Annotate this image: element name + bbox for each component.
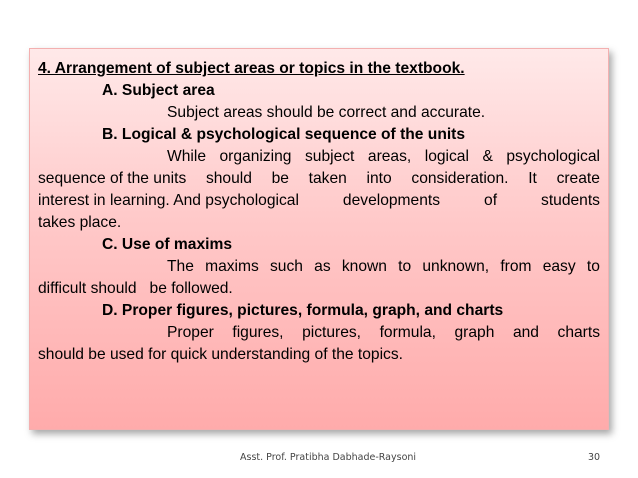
subheading-d: D. Proper figures, pictures, formula, graph, and charts	[102, 302, 504, 319]
word: taken	[308, 170, 347, 187]
paragraph-a: Subject areas should be correct and accurate.	[167, 104, 486, 121]
word: developments	[342, 192, 441, 209]
footer-author: Asst. Prof. Pratibha Dabhade-Raysoni	[240, 452, 417, 463]
word: of	[484, 192, 498, 209]
word: charts	[557, 324, 600, 341]
paragraph-c-line-2: difficult should be followed.	[38, 280, 233, 297]
word: consideration.	[411, 170, 509, 187]
subheading-a: A. Subject area	[102, 82, 215, 99]
subheading-b: B. Logical & psychological sequence of the units	[102, 126, 466, 143]
word: sequence of the units	[38, 170, 187, 187]
word: areas,	[367, 148, 412, 165]
word: formula,	[379, 324, 436, 341]
word: as	[314, 258, 331, 275]
word: It	[528, 170, 537, 187]
slide-content	[38, 58, 600, 366]
word: into	[366, 170, 392, 187]
word: and	[512, 324, 539, 341]
word: While	[167, 148, 206, 165]
word: graph	[454, 324, 495, 341]
word: &	[482, 148, 493, 165]
word: subject	[304, 148, 355, 165]
word: easy	[542, 258, 576, 275]
paragraph-d-line-1	[38, 322, 600, 344]
word: should	[205, 170, 252, 187]
word: psychological	[506, 148, 600, 165]
subheading-c: C. Use of maxims	[102, 236, 232, 253]
paragraph-d-line-2: should be used for quick understanding of the topics.	[38, 346, 403, 363]
word: such	[270, 258, 303, 275]
word: known	[341, 258, 387, 275]
word: pictures,	[302, 324, 362, 341]
section-heading: 4. Arrangement of subject areas or topics in the textbook.	[38, 60, 465, 77]
word: The	[167, 258, 194, 275]
word: students	[541, 192, 600, 209]
word: logical	[424, 148, 469, 165]
word: interest in learning. And psychological	[38, 192, 299, 209]
word: create	[556, 170, 600, 187]
word: maxims	[205, 258, 259, 275]
paragraph-b-line-3	[38, 190, 600, 212]
paragraph-c-line-1	[38, 256, 600, 278]
word: unknown,	[422, 258, 490, 275]
page-number: 30	[588, 452, 601, 463]
word: organizing	[219, 148, 292, 165]
word: figures,	[232, 324, 284, 341]
word: to	[398, 258, 412, 275]
word: from	[500, 258, 532, 275]
word: be	[271, 170, 289, 187]
paragraph-b-line-4: takes place.	[38, 214, 122, 231]
word: Proper	[167, 324, 214, 341]
word: to	[586, 258, 600, 275]
paragraph-b-line-1	[38, 146, 600, 168]
paragraph-b-line-2	[38, 168, 600, 190]
